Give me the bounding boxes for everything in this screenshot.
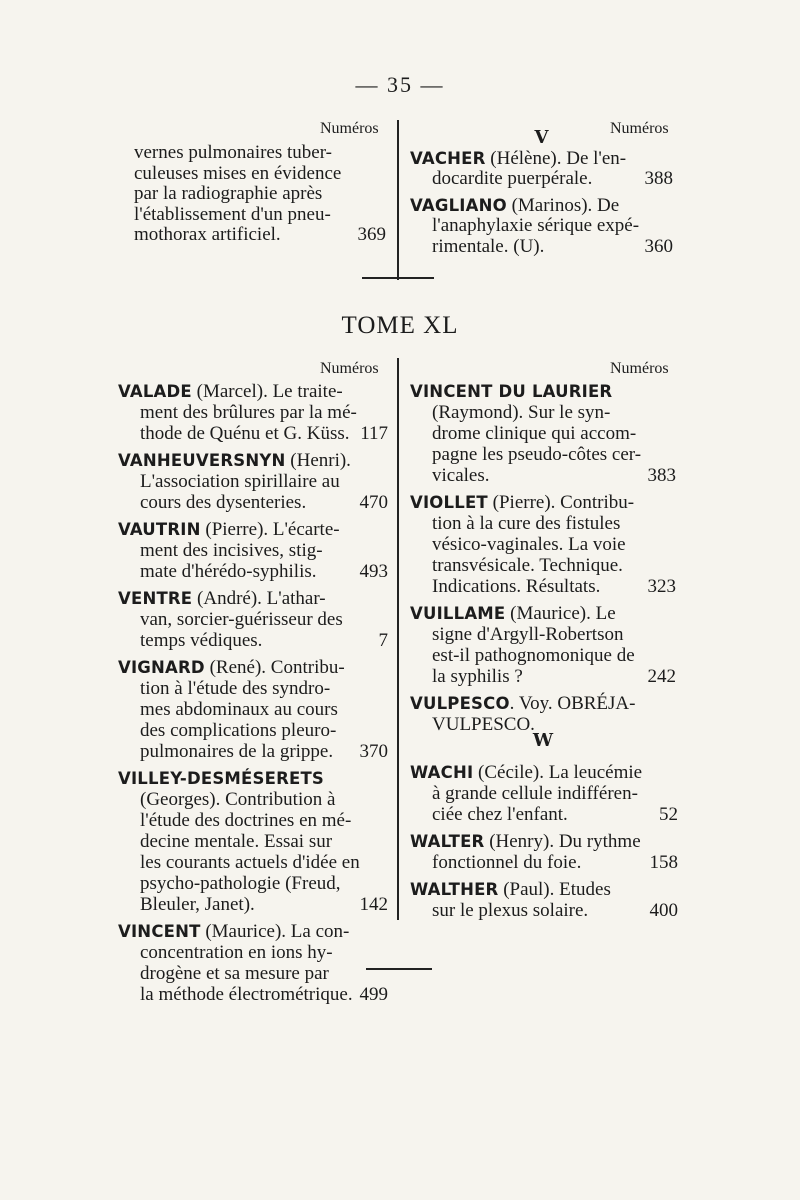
entry-continuation-line: Bleuler, Janet).: [140, 894, 255, 915]
entry-first-line: [118, 921, 388, 942]
entry-continuation-line: drogène et sa mesure par: [140, 963, 329, 984]
entry-first-line-text: (Pierre). Contribu-: [487, 492, 635, 513]
entry-continuation-line: fonctionnel du foie.: [432, 852, 582, 873]
right-column-w: [410, 762, 678, 927]
section-letter-w: W: [532, 730, 554, 751]
entry-first-line: [118, 381, 388, 402]
index-entry: [410, 831, 678, 873]
index-entry: [410, 693, 676, 735]
entry-first-line-text: (René). Contribu-: [204, 657, 345, 678]
index-entry: [118, 657, 388, 762]
entry-first-line-text: (Paul). Etudes: [498, 879, 611, 900]
entry-author-name: WALTER: [410, 832, 485, 851]
entry-continuation-line: docardite puerpérale.: [432, 168, 593, 189]
entry-author-name: VUILLAME: [410, 604, 506, 623]
entry-continuation-line: concentration en ions hy-: [140, 942, 333, 963]
entry-continuation-line: ciée chez l'enfant.: [432, 804, 568, 825]
top-right-column: [410, 128, 673, 263]
entry-number: 242: [647, 666, 676, 687]
entry-continuation-line: mes abdominaux au cours: [140, 699, 338, 720]
top-left-continuation: [134, 143, 386, 246]
index-entry: [118, 519, 388, 582]
entry-continuation-line: vésico-vaginales. La voie: [432, 534, 626, 555]
entry-continuation-line: cours des dysenteries.: [140, 492, 307, 513]
entry-number: 499: [359, 984, 388, 1005]
entry-number: 388: [644, 168, 673, 189]
numeros-header-top-right: Numéros: [610, 120, 669, 137]
entry-author-name: VANHEUVERSNYN: [118, 451, 286, 470]
numeros-header-top-left: Numéros: [320, 120, 379, 137]
entry-continuation-line: drome clinique qui accom-: [432, 423, 637, 444]
entry-first-line-text: . Voy. OBRÉJA-: [509, 693, 636, 714]
entry-continuation-line: (Georges). Contribution à: [140, 789, 336, 810]
entry-number: 7: [378, 630, 388, 651]
entry-continuation-line: Indications. Résultats.: [432, 576, 601, 597]
continuation-line: l'établissement d'un pneu-: [134, 203, 331, 225]
entry-first-line: [410, 381, 676, 402]
entry-continuation-line: pulmonaires de la grippe.: [140, 741, 334, 762]
entry-first-line: [410, 693, 676, 714]
entry-first-line: [118, 519, 388, 540]
entry-continuation-line: pagne les pseudo-côtes cer-: [432, 444, 642, 465]
entry-first-line-text: (André). L'athar-: [192, 588, 326, 609]
entry-number: 383: [647, 465, 676, 486]
entry-first-line-text: (Maurice). La con-: [200, 921, 350, 942]
entry-first-line: [410, 879, 678, 900]
section-rule-top: [362, 277, 434, 279]
index-entry: [118, 588, 388, 651]
continuation-line: mothorax artificiel.: [134, 224, 281, 245]
continuation-line: vernes pulmonaires tuber-: [134, 142, 332, 163]
entry-number: 117: [360, 423, 388, 444]
entry-first-line: [118, 768, 388, 789]
entry-author-name: VENTRE: [118, 589, 193, 608]
entry-continuation-line: tion à la cure des fistules: [432, 513, 621, 534]
entry-number: 360: [644, 235, 673, 257]
entry-number: 370: [359, 741, 388, 762]
entry-author-name: VAGLIANO: [410, 195, 507, 215]
index-entry: [410, 196, 673, 258]
entry-continuation-line: à grande cellule indifféren-: [432, 783, 638, 804]
entry-author-name: VULPESCO: [410, 694, 510, 713]
entry-continuation-line: decine mentale. Essai sur: [140, 831, 333, 852]
entry-continuation-line: rimentale. (U).: [432, 235, 545, 257]
entry-number: 323: [647, 576, 676, 597]
entry-first-line-text: (Cécile). La leucémie: [473, 762, 643, 783]
entry-continuation-line: mate d'hérédo-syphilis.: [140, 561, 317, 582]
page-number: — 35 —: [355, 72, 445, 97]
entry-author-name: VIGNARD: [118, 658, 205, 677]
entry-first-line: [118, 588, 388, 609]
column-divider-top: [397, 120, 399, 280]
continuation-line: culeuses mises en évidence: [134, 162, 342, 184]
entry-continuation-line: les courants actuels d'idée en: [140, 852, 360, 873]
entry-continuation-line: la syphilis ?: [432, 666, 523, 687]
section-rule-bottom: [366, 968, 432, 970]
index-entry: [118, 921, 388, 1005]
entry-continuation-line: ment des brûlures par la mé-: [140, 402, 357, 423]
index-entry: [118, 768, 388, 915]
entry-author-name: VACHER: [410, 148, 486, 168]
right-column: [410, 381, 676, 741]
entry-author-name: VINCENT: [118, 922, 201, 941]
entry-first-line: [410, 603, 676, 624]
section-letter-v: V: [534, 127, 549, 148]
entry-continuation-line: tion à l'étude des syndro-: [140, 678, 331, 699]
entry-first-line-text: (Marcel). Le traite-: [191, 381, 343, 402]
index-entry: [410, 603, 676, 687]
entry-number: 142: [359, 894, 388, 915]
index-entry: [410, 149, 673, 190]
index-entry: [410, 879, 678, 921]
entry-author-name: VILLEY-DESMÉSERETS: [118, 769, 324, 788]
entry-first-line: [410, 831, 678, 852]
entry-first-line-text: (Hélène). De l'en-: [485, 147, 627, 169]
tome-title: TOME XL: [341, 312, 459, 339]
entry-author-name: WALTHER: [410, 880, 499, 899]
left-column: [118, 381, 388, 1011]
numeros-header-right: Numéros: [610, 360, 669, 377]
continuation-line: par la radiographie après: [134, 183, 323, 204]
entry-number: 52: [659, 804, 678, 825]
entry-continuation-line: vicales.: [432, 465, 490, 486]
entry-number: 470: [359, 492, 388, 513]
entry-first-line-text: (Pierre). L'écarte-: [200, 519, 340, 540]
entry-first-line: [118, 657, 388, 678]
entry-first-line-text: (Henry). Du rythme: [484, 831, 641, 852]
entry-continuation-line: psycho-pathologie (Freud,: [140, 873, 341, 894]
entry-author-name: VAUTRIN: [118, 520, 201, 539]
index-entry: [410, 762, 678, 825]
column-divider-main: [397, 358, 399, 920]
entry-author-name: WACHI: [410, 763, 474, 782]
index-entry: [410, 381, 676, 486]
entry-continuation-line: transvésicale. Technique.: [432, 555, 623, 576]
entry-continuation-line: l'étude des doctrines en mé-: [140, 810, 352, 831]
entry-number: 369: [357, 224, 386, 245]
entry-continuation-line: ment des incisives, stig-: [140, 540, 323, 561]
entry-author-name: VALADE: [118, 382, 192, 401]
entry-continuation-line: la méthode électrométrique.: [140, 984, 353, 1005]
entry-first-line-text: (Henri).: [285, 450, 351, 471]
entry-continuation-line: van, sorcier-guérisseur des: [140, 609, 343, 630]
entry-first-line-text: (Marinos). De: [506, 194, 620, 216]
entry-first-line-text: (Maurice). Le: [505, 603, 616, 624]
entry-number: 493: [359, 561, 388, 582]
entry-continuation-line: temps védiques.: [140, 630, 263, 651]
entry-author-name: VIOLLET: [410, 493, 488, 512]
entry-continuation-line: (Raymond). Sur le syn-: [432, 402, 611, 423]
entry-continuation-line: signe d'Argyll-Robertson: [432, 624, 624, 645]
entry-first-line: [410, 762, 678, 783]
index-entry: [118, 450, 388, 513]
entry-first-line: [410, 149, 673, 170]
index-entry: [410, 492, 676, 597]
entry-continuation-line: sur le plexus solaire.: [432, 900, 589, 921]
index-entry: [118, 381, 388, 444]
entry-first-line: [410, 196, 673, 217]
entry-continuation-line: est-il pathognomonique de: [432, 645, 635, 666]
entry-number: 400: [649, 900, 678, 921]
entry-continuation-line: l'anaphylaxie sérique expé-: [432, 215, 640, 236]
numeros-header-left: Numéros: [320, 360, 379, 377]
entry-first-line: [410, 492, 676, 513]
entry-number: 158: [649, 852, 678, 873]
entry-continuation-line: thode de Quénu et G. Küss.: [140, 423, 350, 444]
entry-continuation-line: des complications pleuro-: [140, 720, 337, 741]
entry-author-name: VINCENT DU LAURIER: [410, 382, 613, 401]
entry-continuation-line: L'association spirillaire au: [140, 471, 340, 492]
entry-first-line: [118, 450, 388, 471]
entry-continuation-line: VULPESCO.: [432, 714, 535, 735]
